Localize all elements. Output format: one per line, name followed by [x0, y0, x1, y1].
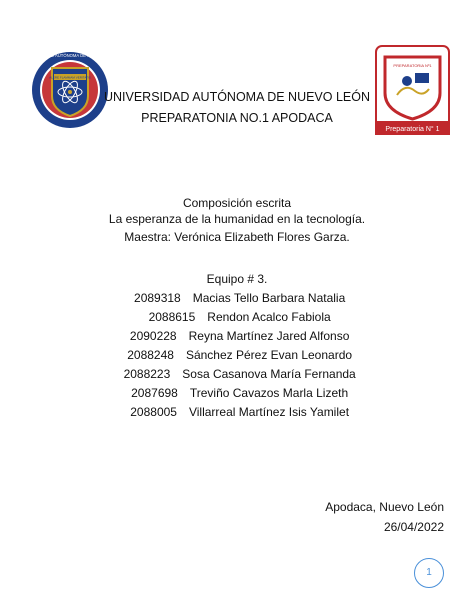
school-name: PREPARATONIA NO.1 APODACA: [141, 111, 333, 125]
member-name: Rendon Acalco Fabiola: [207, 310, 331, 324]
prepa-shield-text: PREPARATORIA Nº1: [393, 63, 432, 68]
list-item: [0, 386, 474, 400]
uanl-seal-text: UNIVERSIDAD AUTÓNOMA DE NUEVO LEÓN: [25, 53, 115, 58]
member-id: 2089318: [134, 291, 181, 305]
member-id: 2088615: [148, 310, 196, 324]
member-name: Reyna Martínez Jared Alfonso: [188, 329, 350, 343]
member-id: 2088005: [130, 405, 177, 419]
member-name: Treviño Cavazos Marla Lizeth: [189, 386, 349, 400]
team-label: Equipo # 3.: [206, 272, 268, 286]
member-name: Villarreal Martínez Isis Yamilet: [188, 405, 350, 419]
page-number: 1: [414, 558, 444, 588]
teacher-name: Maestra: Verónica Elizabeth Flores Garza.: [124, 230, 350, 244]
list-item: [0, 367, 474, 381]
university-name: UNIVERSIDAD AUTÓNOMA DE NUEVO LEÓN: [103, 90, 371, 104]
document-theme: La esperanza de la humanidad en la tecnología.: [108, 212, 366, 226]
member-id: 2088248: [127, 348, 174, 362]
member-name: Sosa Casanova María Fernanda: [182, 367, 356, 381]
member-name: Sánchez Pérez Evan Leonardo: [185, 348, 353, 362]
list-item: [0, 291, 474, 305]
member-id: 2090228: [129, 329, 177, 343]
list-item: [0, 310, 474, 324]
list-item: [0, 405, 474, 419]
member-name: Macias Tello Barbara Natalia: [192, 291, 346, 305]
date: 26/04/2022: [383, 520, 444, 534]
uanl-banner-text: ALERE FLAMMAM VERITATIS: [49, 75, 91, 80]
member-id: 2088223: [123, 367, 171, 381]
member-id: 2087698: [131, 386, 178, 400]
list-item: [0, 329, 474, 343]
prepa-badge-text: Preparatoria N° 1: [385, 126, 440, 133]
list-item: [0, 348, 474, 362]
document-type: Composición escrita: [182, 196, 292, 210]
place: Apodaca, Nuevo León: [325, 500, 444, 514]
